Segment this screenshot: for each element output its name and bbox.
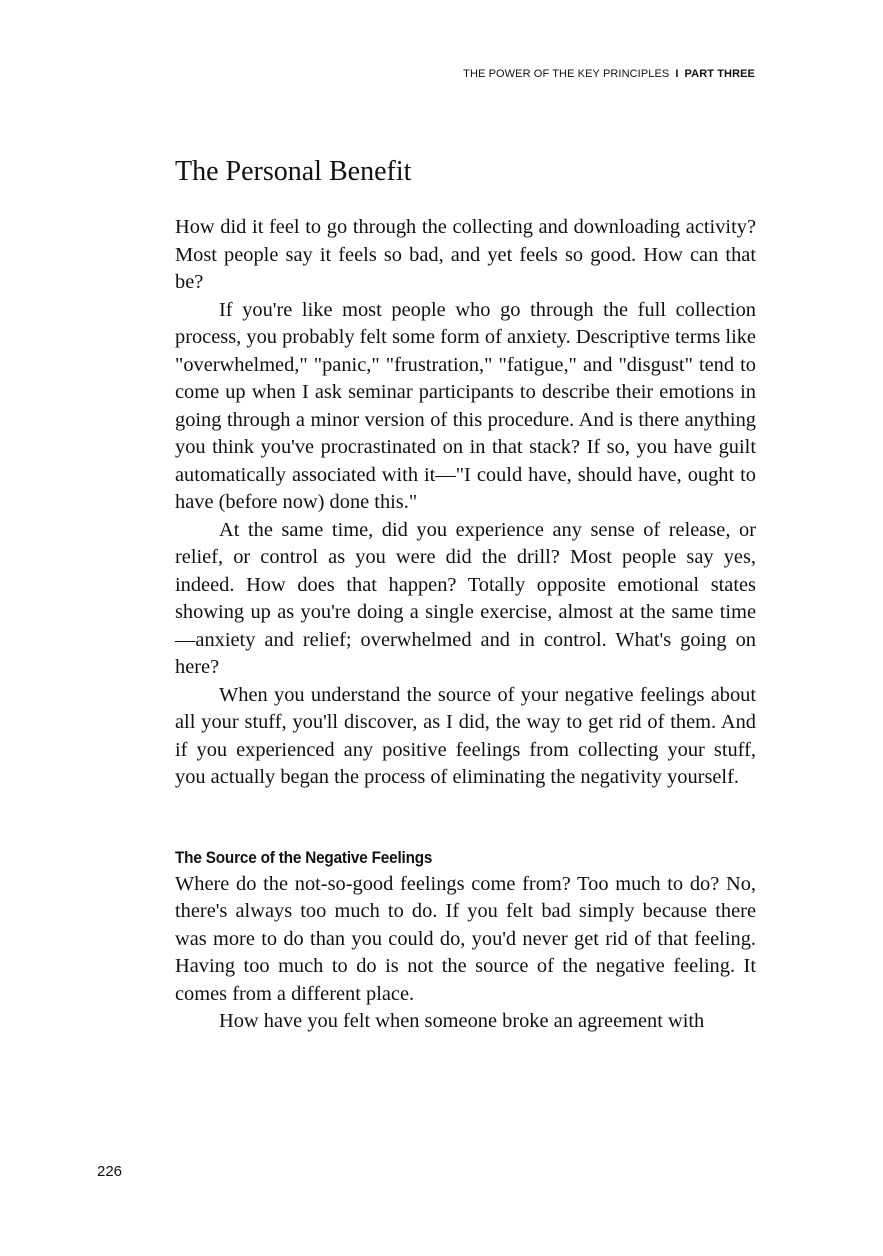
paragraph-6: How have you felt when someone broke an agreement with [219, 1010, 705, 1032]
paragraph-2: If you're like most people who go through the full collection process, you probably felt some form of anxiety. Descriptive terms like "overwhelmed," "panic," "frustration," "fatigue," and "disgust" tend to come up when I ask seminar participants to describe their emotions in going through a minor version of this procedure. And is there anything you think you've procrastinated on in that stack? If so, you have guilt automatically associated with it—"I could have, should have, ought to have (before now) done this." [175, 298, 756, 513]
paragraph-1: How did it feel to go through the collecting and downloading activity? Most people say it feels so bad, and yet feels so good. How can that be? [175, 216, 756, 293]
section-title: The Personal Benefit [175, 156, 412, 187]
running-header-part: PART THREE [684, 68, 755, 80]
subsection-title: The Source of the Negative Feelings [175, 847, 433, 867]
running-header-title: THE POWER OF THE KEY PRINCIPLES [463, 68, 670, 80]
paragraph-3: At the same time, did you experience any sense of release, or relief, or control as you were did the drill? Most people say yes, indeed. How does that happen? Totally opposite emotional states showing up as you're doing a single exercise, almost at the same time—anxiety and relief; overwhelmed and in control. What's going on here? [175, 518, 756, 678]
paragraph-4: When you understand the source of your negative feelings about all your stuff, you'll discover, as I did, the way to get rid of them. And if you experienced any positive feelings from collecting your stuff, you actually began the process of eliminating the negativity yourself. [175, 683, 756, 788]
running-header [463, 68, 755, 80]
page-body [175, 154, 756, 1036]
page-number: 226 [97, 1163, 123, 1180]
paragraph-5: Where do the not-so-good feelings come from? Too much to do? No, there's always too much to do. If you felt bad simply because there was more to do than you could do, you'd never get rid of that feeling. Having too much to do is not the source of the negative feeling. It comes from a different place. [175, 872, 756, 1005]
running-header-separator: I [675, 68, 679, 80]
